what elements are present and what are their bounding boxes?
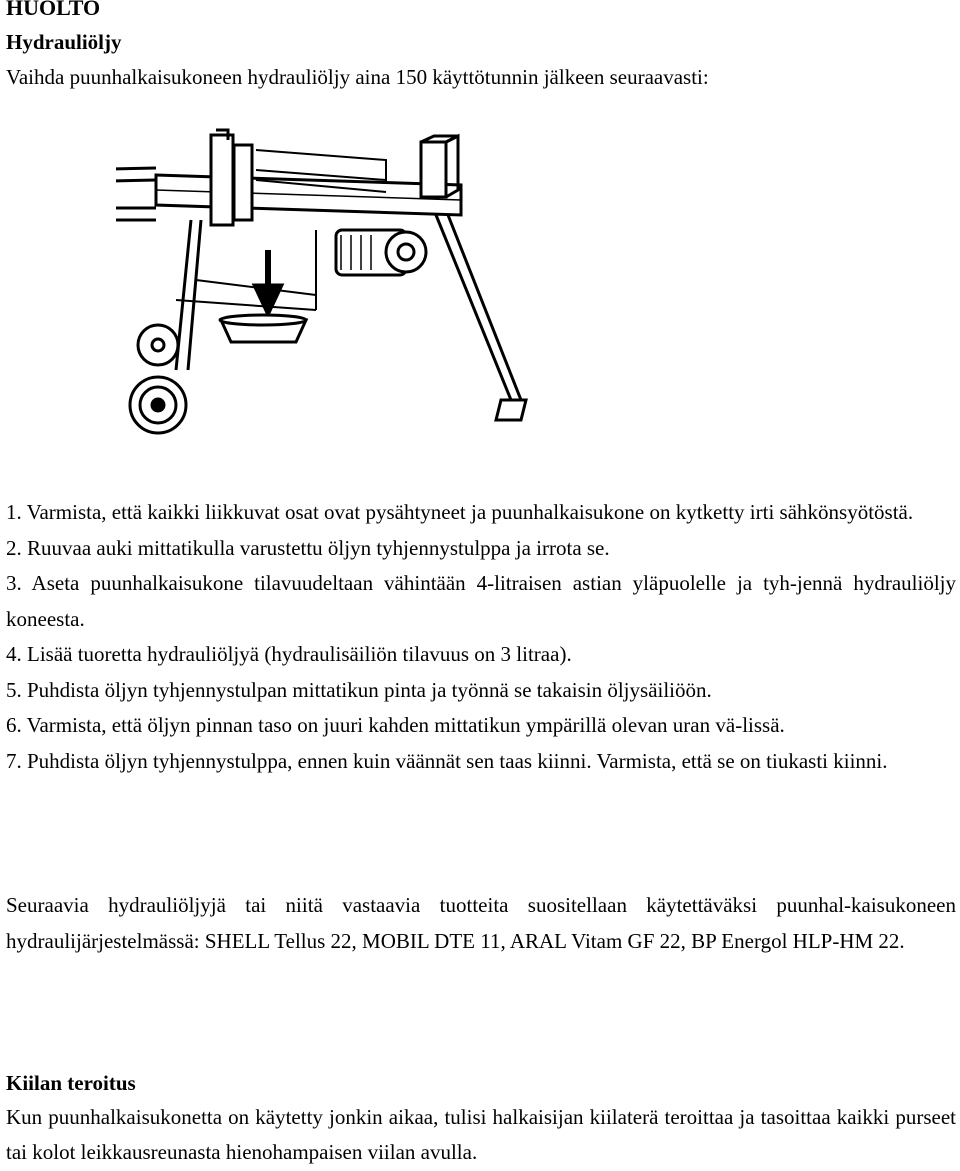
section-title: HUOLTO bbox=[6, 0, 101, 20]
recommendation-paragraph: Seuraavia hydrauliöljyjä tai niitä vastaavia tuotteita suositellaan käytettäväksi puunhal-kaisukoneen hydraulijärjestelmässä: SHELL Tellus 22, MOBIL DTE 11, ARAL Vitam GF 22, BP Energol HLP-HM 22. bbox=[6, 893, 956, 953]
subsection-title: Hydrauliöljy bbox=[6, 30, 122, 54]
list-item: 3. Aseta puunhalkaisukone tilavuudeltaan vähintään 4-litraisen astian yläpuolelle ja tyh-jennä hydrauliöljy koneesta. bbox=[6, 571, 956, 631]
sharpening-title: Kiilan teroitus bbox=[6, 1071, 136, 1095]
list-item: 4. Lisää tuoretta hydrauliöljyä (hydraulisäiliön tilavuus on 3 litraa). bbox=[6, 642, 572, 666]
list-item: 7. Puhdista öljyn tyhjennystulppa, ennen kuin väännät sen taas kiinni. Varmista, että se on tiukasti kiinni. bbox=[6, 748, 888, 773]
log-splitter-oil-drain-illustration bbox=[116, 120, 536, 460]
list-item: 2. Ruuvaa auki mittatikulla varustettu öljyn tyhjennystulppa ja irrota se. bbox=[6, 535, 610, 560]
list-item: 6. Varmista, että öljyn pinnan taso on juuri kahden mittatikun ympärillä olevan uran vä-lissä. bbox=[6, 713, 785, 737]
sharpening-section bbox=[6, 1066, 956, 1170]
intro-text: Vaihda puunhalkaisukoneen hydrauliöljy aina 150 käyttötunnin jälkeen seuraavasti: bbox=[6, 65, 709, 89]
list-item: 5. Puhdista öljyn tyhjennystulpan mittatikun pinta ja työnnä se takaisin öljysäiliöön. bbox=[6, 677, 712, 702]
step-list bbox=[6, 495, 956, 779]
list-item: 1. Varmista, että kaikki liikkuvat osat ovat pysähtyneet ja puunhalkaisukone on kytketty irti sähkönsyötöstä. bbox=[6, 500, 914, 524]
sharpening-paragraph: Kun puunhalkaisukonetta on käytetty jonkin aikaa, tulisi halkaisijan kiilaterä teroittaa ja tasoittaa kaikki purseet tai kolot leikkausreunasta hienohampaisen viilan avulla. bbox=[6, 1105, 956, 1164]
oil-recommendation bbox=[6, 888, 956, 959]
